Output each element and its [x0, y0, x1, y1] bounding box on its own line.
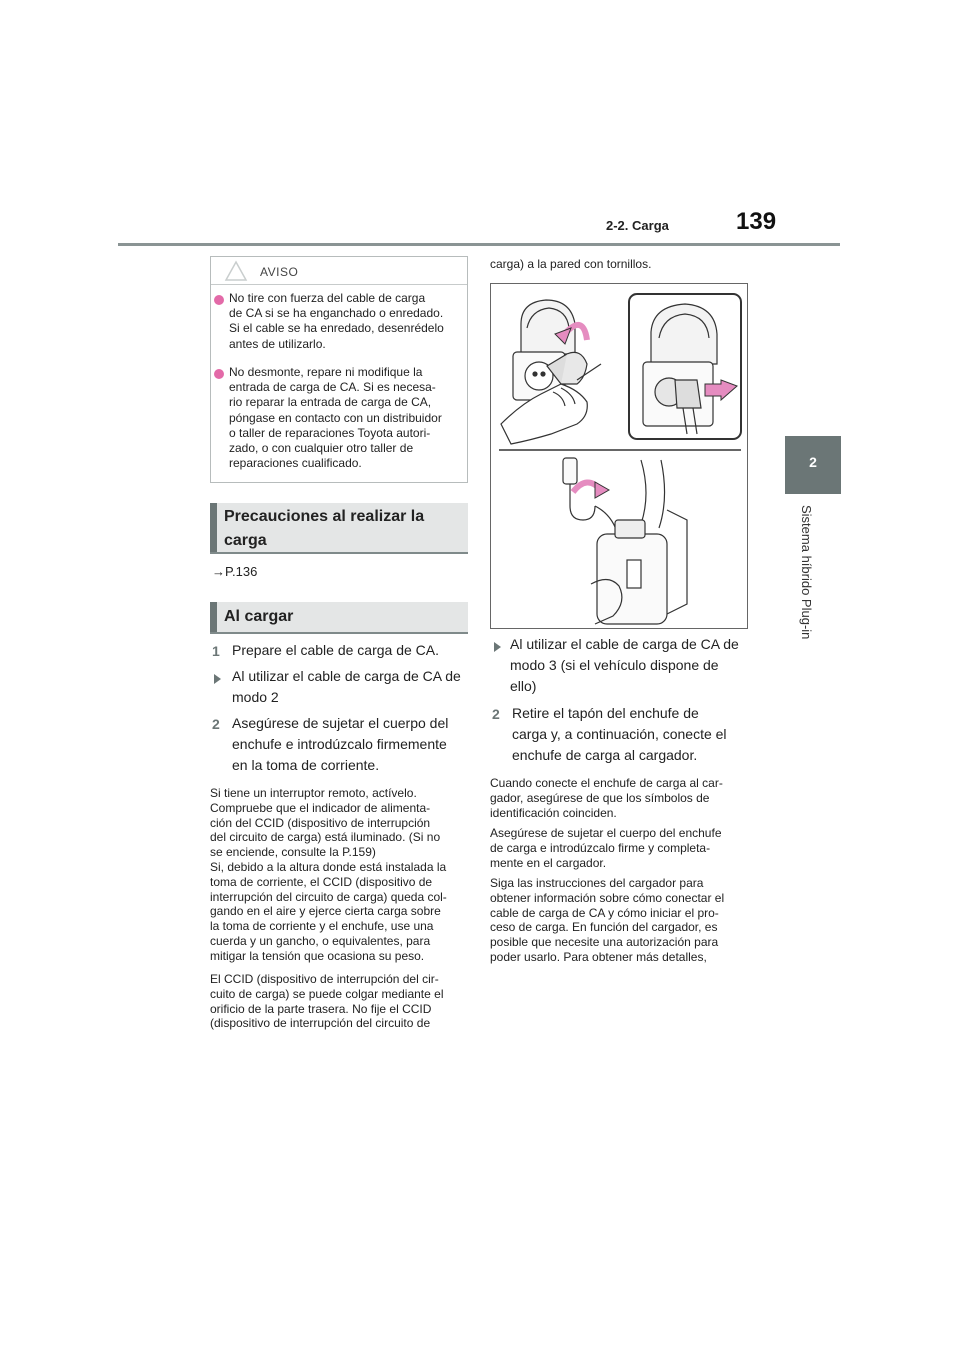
- charging-illustration-drawing: [491, 284, 747, 628]
- section-title: Precauciones al realizar la carga: [224, 508, 425, 549]
- warning-divider: [211, 284, 467, 285]
- section-marker: [210, 602, 217, 632]
- running-header-section: 2-2. Carga: [606, 218, 669, 233]
- sub-step-arrow-icon: [214, 674, 221, 684]
- warning-bullet-icon: [214, 295, 224, 305]
- body-paragraph-continued: carga) a la pared con tornillos.: [490, 257, 652, 271]
- section-marker: [210, 503, 217, 552]
- chapter-tab-number: 2: [809, 454, 817, 470]
- header-rule: [118, 243, 840, 246]
- body-paragraph: El CCID (dispositivo de interrupción del cir- cuito de carga) se puede colgar mediante el orificio de la parte trasera. No fije el CCID (dispositivo de interrupción del circuito de: [210, 972, 444, 1031]
- page-reference: →P.136: [212, 564, 258, 579]
- sub-step-mode2: Al utilizar el cable de carga de CA de modo 2: [232, 668, 461, 705]
- sub-step-mode3: Al utilizar el cable de carga de CA de modo 3 (si el vehículo dispone de ello): [510, 636, 739, 694]
- body-paragraph: Cuando conecte el enchufe de carga al car- gador, asegúrese de que los símbolos de identificación coinciden.: [490, 776, 723, 820]
- warning-triangle-icon: [224, 260, 248, 282]
- body-paragraph: Siga las instrucciones del cargador para obtener información sobre cómo conectar el cable de carga de CA y cómo iniciar el pro- ceso de carga. En función del cargador, es posible que necesite una autorización para poder usarlo. Para obtener más detalles,: [490, 876, 725, 964]
- step-2-text: Asegúrese de sujetar el cuerpo del enchufe e introdúzcalo firmemente en la toma de corriente.: [232, 715, 449, 773]
- warning-bullet-icon: [214, 369, 224, 379]
- section-header-precautions: [210, 503, 468, 554]
- body-paragraph: Asegúrese de sujetar el cuerpo del enchufe de carga e introdúzcalo firme y completa- mente en el cargador.: [490, 826, 722, 870]
- warning-item-1: No tire con fuerza del cable de carga de CA si se ha enganchado o enredado. Si el cable se ha enredado, desenrédelo antes de utilizarlo.: [229, 291, 444, 351]
- charging-illustration: [490, 283, 748, 629]
- step-number: 2: [212, 716, 220, 732]
- section-title: Al cargar: [224, 608, 294, 625]
- sub-step-arrow-icon: [494, 642, 501, 652]
- chapter-tab-label: Sistema híbrido Plug-in: [799, 505, 814, 640]
- step-2-text-right: Retire el tapón del enchufe de carga y, a continuación, conecte el enchufe de carga al cargador.: [512, 705, 727, 763]
- step-number: 2: [492, 706, 500, 722]
- warning-title: AVISO: [260, 265, 299, 279]
- page-number: 139: [736, 208, 777, 235]
- warning-item-2: No desmonte, repare ni modifique la entrada de carga de CA. Si es necesa- rio reparar la entrada de carga de CA, póngase en contacto con un distribuidor o taller de reparaciones Toyota autori- zado, o con cualquier otro taller de reparaciones cualificado.: [229, 365, 442, 471]
- step-1-text: Prepare el cable de carga de CA.: [232, 642, 440, 658]
- step-number: 1: [212, 643, 220, 659]
- body-paragraph: Si tiene un interruptor remoto, actívelo. Compruebe que el indicador de alimenta- ción del CCID (dispositivo de interrupción del circuito de carga) está iluminado. (Si no se enciende, consulte la P.159) Si, debido a la altura donde está instalada la toma de corriente, el CCID (dispositivo de interrupción del circuito de carga) queda col- gando en el aire y ejerce cierta carga sobre la toma de corriente y el enchufe, use una cuerda y un gancho, o equivalentes, para mitigar la tensión que ocasiona su peso.: [210, 786, 447, 963]
- section-header-charging: [210, 602, 468, 634]
